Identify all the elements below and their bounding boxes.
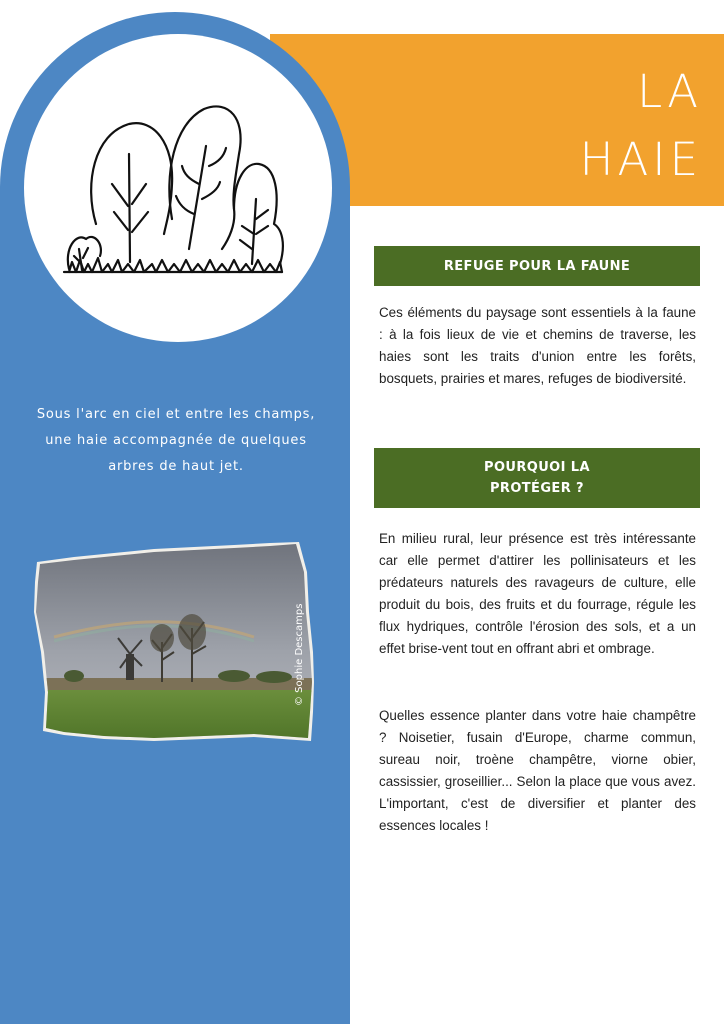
page-title-line1: LA (637, 65, 702, 118)
photo-credit: © Sophie Descamps (294, 603, 305, 706)
photo-caption: Sous l'arc en ciel et entre les champs, une haie accompagnée de quelques arbres de haut jet. (36, 407, 316, 474)
section-refuge-text: Ces éléments du paysage sont essentiels à la faune : à la fois lieux de vie et chemins de traverse, les haies sont les traits d'union entre les forêts, bosquets, prairies et mares, refuges de biodiversité. (379, 305, 696, 386)
hedge-bushes-icon (24, 34, 332, 342)
illustration-circle (24, 34, 332, 342)
page-title (580, 58, 702, 194)
page-title-line2: HAIE (579, 133, 702, 186)
section-title-proteger (374, 448, 700, 508)
section-title-proteger-line1: POURQUOI LA (484, 460, 590, 475)
section-title-refuge: REFUGE POUR LA FAUNE (374, 246, 700, 286)
section-title-proteger-line2: PROTÉGER ? (490, 481, 584, 496)
section-proteger-text-2: Quelles essence planter dans votre haie champêtre ? Noisetier, fusain d'Europe, charme commun, sureau noir, troène champêtre, viorne obier, cassissier, groseillier... Selon la place que vous avez. L'important, c'est de diversifier et planter des essences locales ! (379, 708, 696, 833)
section-proteger-text-1: En milieu rural, leur présence est très intéressante car elle permet d'attirer les pollinisateurs et les prédateurs naturels des ravageurs de culture, elle produit du bois, des fruits et du fourrage, régule les flux hydriques, contrôle l'érosion des sols, et a un effet brise-vent tout en offrant abri et ombrage. (379, 531, 696, 656)
landscape-photo (34, 542, 314, 742)
